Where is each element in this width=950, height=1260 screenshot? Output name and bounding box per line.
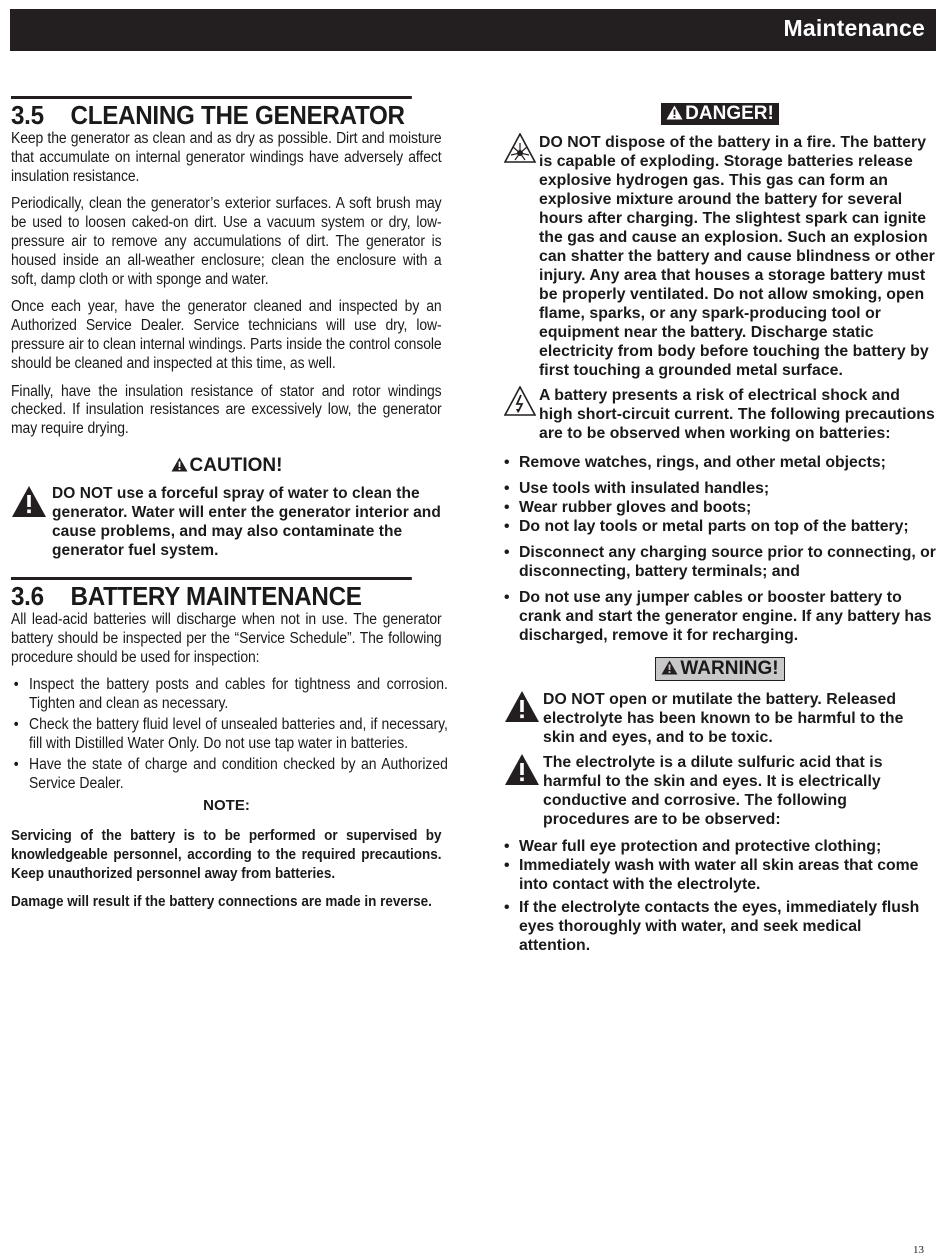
alert-triangle-icon xyxy=(666,105,683,120)
header-bar xyxy=(10,9,936,51)
list-item: • Wear rubber gloves and boots; xyxy=(504,498,936,517)
list-item: • Inspect the battery posts and cables for tightness and corrosion. Tighten and clean as necessary. xyxy=(11,675,448,713)
list-item: • Do not lay tools or metal parts on top of the battery; xyxy=(504,517,936,536)
electrical-shock-icon xyxy=(504,386,536,416)
paragraph: Periodically, clean the generator’s exterior surfaces. A soft brush may be used to loosen caked-on dirt. Use a vacuum system or dry, low-pressure air to remove any accumulations of dirt. The generator is housed inside an all-weather enclosure; clean the enclosure with a soft, damp cloth or with sponge and water. xyxy=(11,195,442,288)
section-number: 3.6 xyxy=(11,580,44,611)
page-number: 13 xyxy=(913,1244,924,1256)
warning-text: DO NOT open or mutilate the battery. Released electrolyte has been known to be harmful to the skin and eyes, and to be toxic. xyxy=(543,691,904,746)
warning-label xyxy=(655,657,784,681)
mutilate-warning xyxy=(504,690,936,747)
warning-text: The electrolyte is a dilute sulfuric acid that is harmful to the skin and eyes. It is electrically conductive and corrosive. The following procedures are to be observed: xyxy=(543,754,883,828)
alert-triangle-icon xyxy=(504,690,540,723)
right-column xyxy=(504,96,936,955)
danger-label xyxy=(661,103,779,125)
section-heading-battery xyxy=(11,577,412,611)
paragraph: All lead-acid batteries will discharge when not in use. The generator battery should be inspected per the “Service Schedule”. The following procedure should be used for inspection: xyxy=(11,610,442,666)
caution-label-text: CAUTION! xyxy=(189,454,283,476)
inspection-list xyxy=(11,675,448,793)
paragraph: Keep the generator as clean and as dry as possible. Dirt and moisture that accumulate on internal generator windings have adversely affect insulation resistance. xyxy=(11,130,442,185)
list-item: • Wear full eye protection and protective clothing; xyxy=(504,837,936,856)
danger-shock-text: A battery presents a risk of electrical shock and high short-circuit current. The following precautions are to be observed when working on batteries: xyxy=(539,387,935,442)
section-title: BATTERY MAINTENANCE xyxy=(70,580,362,611)
list-item: • Check the battery fluid level of unsealed batteries and, if necessary, fill with Distilled Water Only. Do not use tap water in batteries. xyxy=(11,715,448,753)
explosion-icon xyxy=(504,133,536,163)
list-item: • If the electrolyte contacts the eyes, immediately flush eyes thoroughly with water, and seek medical attention. xyxy=(504,898,936,955)
danger-label-wrap xyxy=(504,103,936,125)
note-text: Servicing of the battery is to be performed or supervised by knowledgeable personnel, according to the required precautions. Keep unauthorized personnel away from batteries. xyxy=(11,827,442,883)
caution-block xyxy=(11,484,442,560)
note-text: Damage will result if the battery connections are made in reverse. xyxy=(11,893,432,911)
list-item: • Use tools with insulated handles; xyxy=(504,479,936,498)
section-heading-cleaning xyxy=(11,96,412,130)
note-label: NOTE: xyxy=(203,797,250,815)
explosion-warning xyxy=(504,133,936,380)
list-item: • Remove watches, rings, and other metal objects; xyxy=(504,453,936,472)
electrolyte-procedures-list xyxy=(504,837,936,955)
section-number: 3.5 xyxy=(11,100,44,130)
paragraph: Once each year, have the generator cleaned and inspected by an Authorized Service Dealer. Service technicians will use dry, low-pressure air to clean internal windings. Parts inside the control console should be cleaned and inspected at this time, as well. xyxy=(11,298,442,372)
list-item: • Have the state of charge and condition checked by an Authorized Service Dealer. xyxy=(11,755,448,793)
alert-triangle-icon xyxy=(504,753,540,786)
shock-warning xyxy=(504,386,936,443)
list-item: • Immediately wash with water all skin areas that come into contact with the electrolyte. xyxy=(504,856,936,894)
danger-explosion-text: DO NOT dispose of the battery in a fire. The battery is capable of exploding. Storage batteries release explosive hydrogen gas. This gas can form an explosive mixture around the battery for several hours after charging. The slightest spark can ignite the gas and cause an explosion. Such an explosion can shatter the battery and cause blindness or other injury. Any area that houses a storage battery must be properly ventilated. Do not allow smoking, open flame, sparks, or any spark-producing tool or equipment near the battery. Discharge static electricity from body before touching the battery by first touching a grounded metal surface. xyxy=(539,134,935,379)
alert-triangle-icon xyxy=(171,457,188,472)
paragraph: Finally, have the insulation resistance of stator and rotor windings checked. If insulation resistances are excessively low, the generator may require drying. xyxy=(11,382,442,438)
warning-label-wrap xyxy=(504,657,936,681)
left-column xyxy=(11,96,448,920)
battery-precautions-list xyxy=(504,453,936,645)
list-item: • Do not use any jumper cables or booster battery to crank and start the generator engine. If any battery has discharged, remove it for recharging. xyxy=(504,588,936,645)
caution-label xyxy=(11,455,442,477)
electrolyte-warning xyxy=(504,753,936,829)
alert-triangle-icon xyxy=(661,660,678,675)
danger-label-text: DANGER! xyxy=(685,103,774,124)
section-title: CLEANING THE GENERATOR xyxy=(70,100,405,130)
caution-text: DO NOT use a forceful spray of water to clean the generator. Water will enter the generator interior and cause problems, and may also contaminate the generator fuel system. xyxy=(52,484,441,559)
alert-triangle-icon xyxy=(11,485,47,518)
list-item: • Disconnect any charging source prior to connecting, or disconnecting, battery terminals; and xyxy=(504,543,936,581)
warning-label-text: WARNING! xyxy=(680,658,779,679)
page-section-title: Maintenance xyxy=(783,15,925,41)
